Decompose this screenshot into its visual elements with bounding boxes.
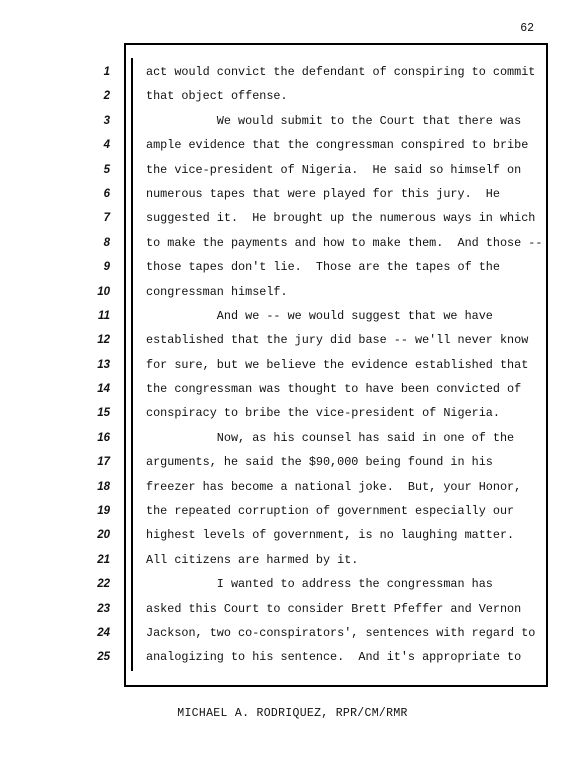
page-number: 62 (520, 22, 534, 35)
line-number: 1 (103, 66, 110, 78)
transcript-line: suggested it. He brought up the numerous ways in which (146, 211, 536, 226)
transcript-line: to make the payments and how to make them. And those -- (146, 235, 543, 250)
transcript-line: freezer has become a national joke. But, your Honor, (146, 479, 522, 494)
line-number-column (80, 60, 110, 670)
transcript-line: the vice-president of Nigeria. He said so himself on (146, 162, 522, 177)
transcript-line: arguments, he said the $90,000 being found in his (146, 455, 493, 470)
transcript-line: Jackson, two co-conspirators', sentences with regard to (146, 625, 536, 640)
line-number: 15 (97, 407, 110, 420)
transcript-line: We would submit to the Court that there was (146, 113, 522, 128)
transcript-line: that object offense. (146, 89, 288, 104)
reporter-footer: MICHAEL A. RODRIQUEZ, RPR/CM/RMR (177, 707, 408, 720)
transcript-line: the congressman was thought to have been convicted of (146, 382, 522, 397)
transcript-line: the repeated corruption of government especially our (146, 504, 515, 519)
line-number: 10 (97, 285, 110, 298)
line-number: 3 (103, 114, 110, 127)
line-number: 20 (97, 529, 110, 542)
line-number: 25 (97, 651, 110, 664)
transcript-line: highest levels of government, is no laughing matter. (146, 528, 515, 543)
line-number: 16 (97, 431, 110, 444)
transcript-line: numerous tapes that were played for this jury. He (146, 186, 500, 201)
line-number: 9 (103, 261, 110, 274)
transcript-line: And we -- we would suggest that we have (146, 308, 493, 323)
transcript-line: analogizing to his sentence. And it's appropriate to (146, 650, 522, 665)
line-number: 6 (103, 187, 110, 200)
transcript-line: those tapes don't lie. Those are the tapes of the (146, 260, 500, 275)
line-number: 22 (97, 578, 110, 591)
line-number: 23 (97, 602, 110, 615)
line-number: 5 (103, 163, 110, 176)
margin-rule (131, 58, 133, 671)
line-number: 2 (103, 90, 110, 103)
line-number: 17 (97, 456, 110, 469)
line-number: 18 (97, 480, 110, 493)
transcript-line: for sure, but we believe the evidence established that (146, 357, 529, 372)
line-number: 7 (103, 212, 110, 225)
line-number: 14 (97, 383, 110, 396)
line-number: 11 (98, 309, 110, 322)
line-number: 8 (103, 236, 110, 249)
line-number: 12 (97, 334, 110, 347)
transcript-line: act would convict the defendant of conspiring to commit (146, 65, 536, 79)
transcript-line: All citizens are harmed by it. (146, 552, 359, 567)
line-number: 21 (97, 553, 110, 566)
transcript-line: ample evidence that the congressman conspired to bribe (146, 138, 529, 153)
transcript-line: asked this Court to consider Brett Pfeffer and Vernon (146, 601, 522, 616)
line-number: 13 (97, 358, 110, 371)
transcript-line: I wanted to address the congressman has (146, 577, 493, 592)
line-number: 24 (97, 626, 110, 639)
transcript-line: Now, as his counsel has said in one of the (146, 430, 515, 445)
line-number: 19 (97, 505, 110, 518)
transcript-line: congressman himself. (146, 284, 288, 299)
transcript-line: conspiracy to bribe the vice-president of Nigeria. (146, 406, 500, 421)
transcript-body (146, 60, 542, 670)
transcript-line: established that the jury did base -- we'll never know (146, 333, 529, 348)
line-number: 4 (103, 139, 110, 152)
